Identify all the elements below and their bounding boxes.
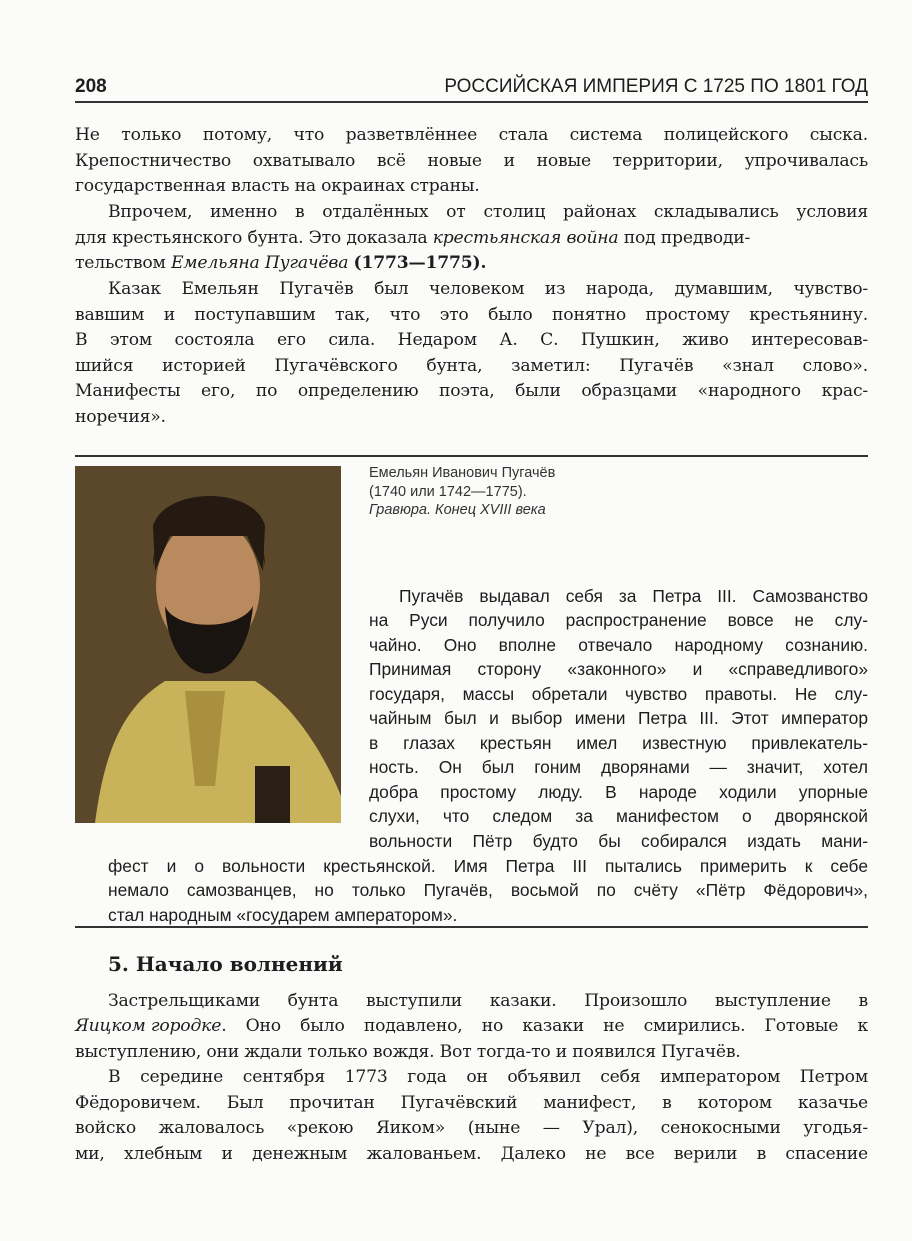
text-line: Крепостничество охватывало всё новые и новые территории, упрочивалась xyxy=(75,151,868,171)
figure-caption-source: Гравюра. Конец XVIII века xyxy=(369,502,546,518)
text-line: Манифесты его, по определению поэта, были образцами «народного крас- xyxy=(75,381,868,401)
sidebar-line: государя, массы обретали чувство правоты. Не слу- xyxy=(369,684,868,704)
figure-caption-dates: (1740 или 1742—1775). xyxy=(369,484,527,500)
italic-place: Яицком городке xyxy=(75,1016,222,1036)
running-title: РОССИЙСКАЯ ИМПЕРИЯ С 1725 ПО 1801 ГОД xyxy=(444,76,868,97)
text-line: норечия». xyxy=(75,407,166,427)
section-heading: 5. Начало волнений xyxy=(108,952,343,976)
bold-dates: (1773—1775). xyxy=(353,253,487,273)
sidebar-line: добра простому люду. В народе ходили упорные xyxy=(369,782,868,802)
header-rule xyxy=(75,101,868,103)
text-line: вавшим и поступавшим так, что это было понятно простому крестьянину. xyxy=(75,305,868,325)
text-line xyxy=(75,228,750,248)
sidebar-line: чайным был и выбор имени Петра III. Этот император xyxy=(369,708,868,728)
text-span: . Оно было подавлено, но казаки не смирились. Готовые к xyxy=(221,1016,868,1036)
text-line: Застрельщиками бунта выступили казаки. Произошло выступление в xyxy=(108,991,868,1011)
sidebar-line: в глазах крестьян имел известную привлекатель- xyxy=(369,733,868,753)
sidebar-line: на Руси получило распространение вовсе не слу- xyxy=(369,610,868,630)
text-line: войско жаловалось «рекою Яиком» (ныне — Урал), сенокосными угодья- xyxy=(75,1118,868,1138)
figure-caption-name: Емельян Иванович Пугачёв xyxy=(369,465,556,481)
page-number: 208 xyxy=(75,76,107,97)
box-top-rule xyxy=(75,455,868,457)
text-line: Казак Емельян Пугачёв был человеком из народа, думавшим, чувство- xyxy=(108,279,868,299)
sidebar-line: стал народным «государем амператором». xyxy=(108,905,458,925)
text-span: для крестьянского бунта. Это доказала xyxy=(75,228,428,248)
italic-term: крестьянская война xyxy=(432,228,619,248)
sidebar-line: слухи, что следом за манифестом о дворянской xyxy=(369,806,868,826)
sidebar-line: Принимая сторону «законного» и «справедливого» xyxy=(369,659,868,679)
text-line: Фёдоровичем. Был прочитан Пугачёвский манифест, в котором казачье xyxy=(75,1093,868,1113)
text-line xyxy=(75,1016,868,1040)
text-line: выступлению, они ждали только вождя. Вот тогда-то и появился Пугачёв. xyxy=(75,1042,741,1062)
sidebar-line: ность. Он был гоним дворянами — значит, хотел xyxy=(369,757,868,777)
sidebar-line: чайно. Оно вполне отвечало народному сознанию. xyxy=(369,635,868,655)
text-line: ми, хлебным и денежным жалованьем. Далеко не все верили в спасение xyxy=(75,1144,868,1164)
text-span: тельством xyxy=(75,253,166,273)
portrait-engraving xyxy=(75,466,341,823)
text-line xyxy=(75,253,486,273)
text-line: В середине сентября 1773 года он объявил себя императором Петром xyxy=(108,1067,868,1087)
sidebar-line: Пугачёв выдавал себя за Петра III. Самозванство xyxy=(399,586,868,606)
text-line: Не только потому, что разветвлённее стала система полицейского сыска. xyxy=(75,125,868,145)
sidebar-line: фест и о вольности крестьянской. Имя Петра III пытались примерить к себе xyxy=(108,856,868,876)
text-span: под предводи- xyxy=(623,228,751,248)
text-line: шийся историей Пугачёвского бунта, заметил: Пугачёв «знал слово». xyxy=(75,356,868,376)
text-line: государственная власть на окраинах страны. xyxy=(75,176,480,196)
text-line: В этом состояла его сила. Недаром А. С. Пушкин, живо интересовав- xyxy=(75,330,868,350)
box-bottom-rule xyxy=(75,926,868,928)
sidebar-line: вольности Пётр будто бы собирался издать мани- xyxy=(369,831,868,851)
text-line: Впрочем, именно в отдалённых от столиц районах складывались условия xyxy=(108,202,868,222)
sidebar-line: немало самозванцев, но только Пугачёв, восьмой по счёту «Пётр Фёдорович», xyxy=(108,880,868,900)
italic-name: Емельяна Пугачёва xyxy=(170,253,349,273)
